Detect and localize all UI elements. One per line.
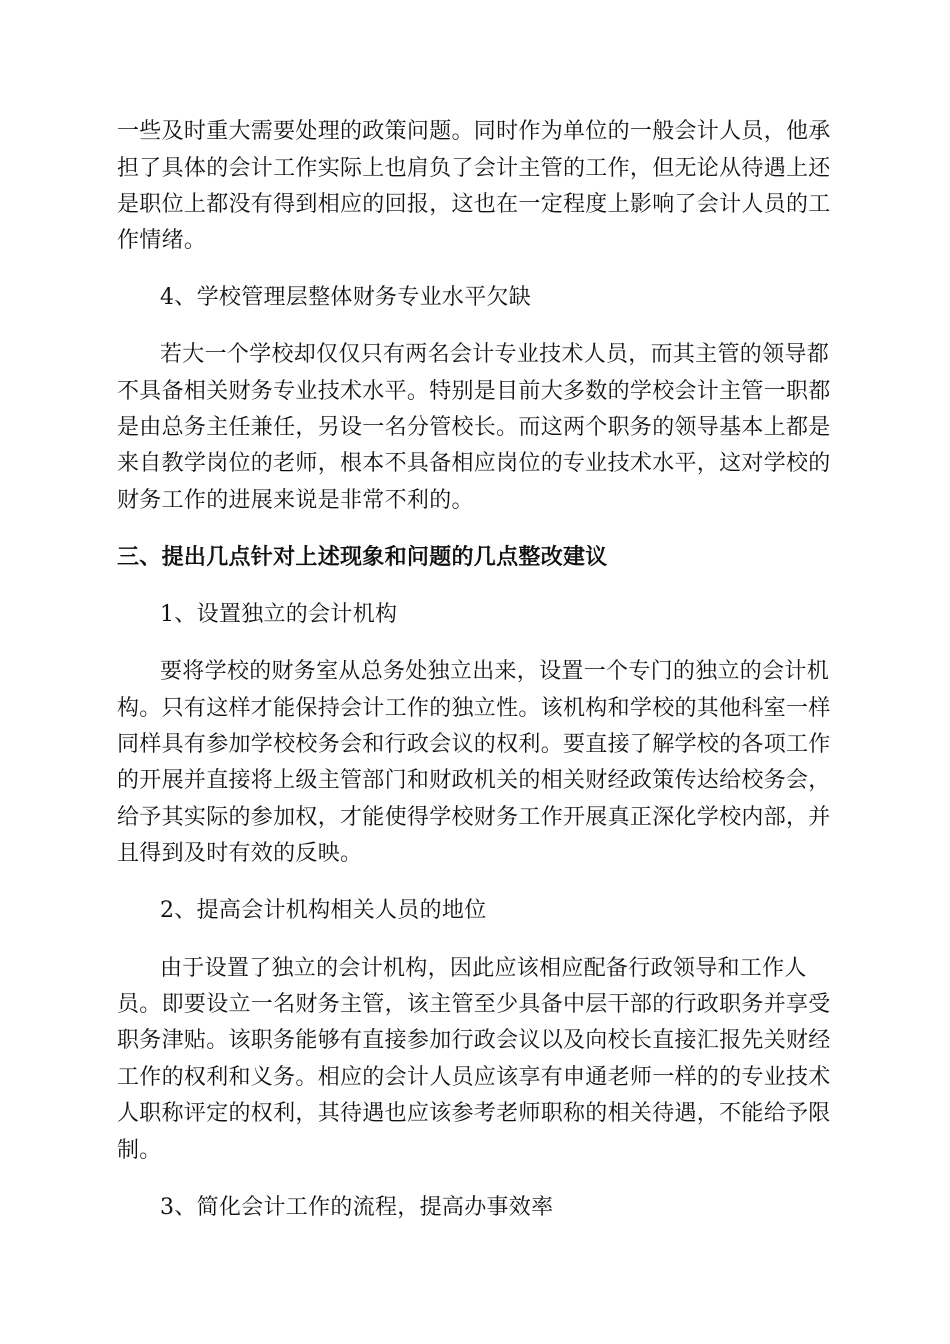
subheading: 2、提高会计机构相关人员的地位 bbox=[160, 898, 487, 923]
paragraph-line: 由于设置了独立的会计机构，因此应该相应配备行政领导和工作人 bbox=[160, 956, 807, 981]
paragraph-line: 的开展并直接将上级主管部门和财政机关的相关财经政策传达给校务会， bbox=[117, 768, 831, 793]
paragraph-line: 担了具体的会计工作实际上也肩负了会计主管的工作，但无论从待遇上还 bbox=[117, 156, 831, 181]
subheading: 3、简化会计工作的流程，提高办事效率 bbox=[160, 1195, 554, 1220]
paragraph-line: 同样具有参加学校校务会和行政会议的权利。要直接了解学校的各项工作 bbox=[117, 732, 831, 757]
paragraph-line: 职务津贴。该职务能够有直接参加行政会议以及向校长直接汇报先关财经 bbox=[117, 1028, 831, 1053]
paragraph-line: 若大一个学校却仅仅只有两名会计专业技术人员，而其主管的领导都 bbox=[160, 342, 830, 367]
section-heading: 三、提出几点针对上述现象和问题的几点整改建议 bbox=[117, 545, 608, 570]
paragraph-line: 构。只有这样才能保持会计工作的独立性。该机构和学校的其他科室一样 bbox=[117, 696, 831, 721]
paragraph-line: 要将学校的财务室从总务处独立出来，设置一个专门的独立的会计机 bbox=[160, 659, 830, 684]
paragraph-line: 给予其实际的参加权，才能使得学校财务工作开展真正深化学校内部，并 bbox=[117, 805, 831, 830]
subheading: 1、设置独立的会计机构 bbox=[160, 602, 398, 627]
paragraph-line: 是职位上都没有得到相应的回报，这也在一定程度上影响了会计人员的工 bbox=[117, 192, 831, 217]
paragraph-line: 是由总务主任兼任，另设一名分管校长。而这两个职务的领导基本上都是 bbox=[117, 415, 831, 440]
paragraph-line: 不具备相关财务专业技术水平。特别是目前大多数的学校会计主管一职都 bbox=[117, 379, 831, 404]
paragraph-line: 来自教学岗位的老师，根本不具备相应岗位的专业技术水平，这对学校的 bbox=[117, 451, 831, 476]
paragraph-line: 人职称评定的权利，其待遇也应该参考老师职称的相关待遇，不能给予限 bbox=[117, 1101, 831, 1126]
paragraph-line: 且得到及时有效的反映。 bbox=[117, 841, 363, 866]
paragraph-line: 作情绪。 bbox=[117, 228, 207, 253]
paragraph-line: 财务工作的进展来说是非常不利的。 bbox=[117, 488, 474, 513]
paragraph-line: 工作的权利和义务。相应的会计人员应该享有申通老师一样的的专业技术 bbox=[117, 1065, 831, 1090]
paragraph-line: 员。即要设立一名财务主管，该主管至少具备中层干部的行政职务并享受 bbox=[117, 992, 831, 1017]
subheading: 4、学校管理层整体财务专业水平欠缺 bbox=[160, 285, 532, 310]
paragraph-line: 制。 bbox=[117, 1138, 162, 1163]
paragraph-line: 一些及时重大需要处理的政策问题。同时作为单位的一般会计人员，他承 bbox=[117, 119, 831, 144]
